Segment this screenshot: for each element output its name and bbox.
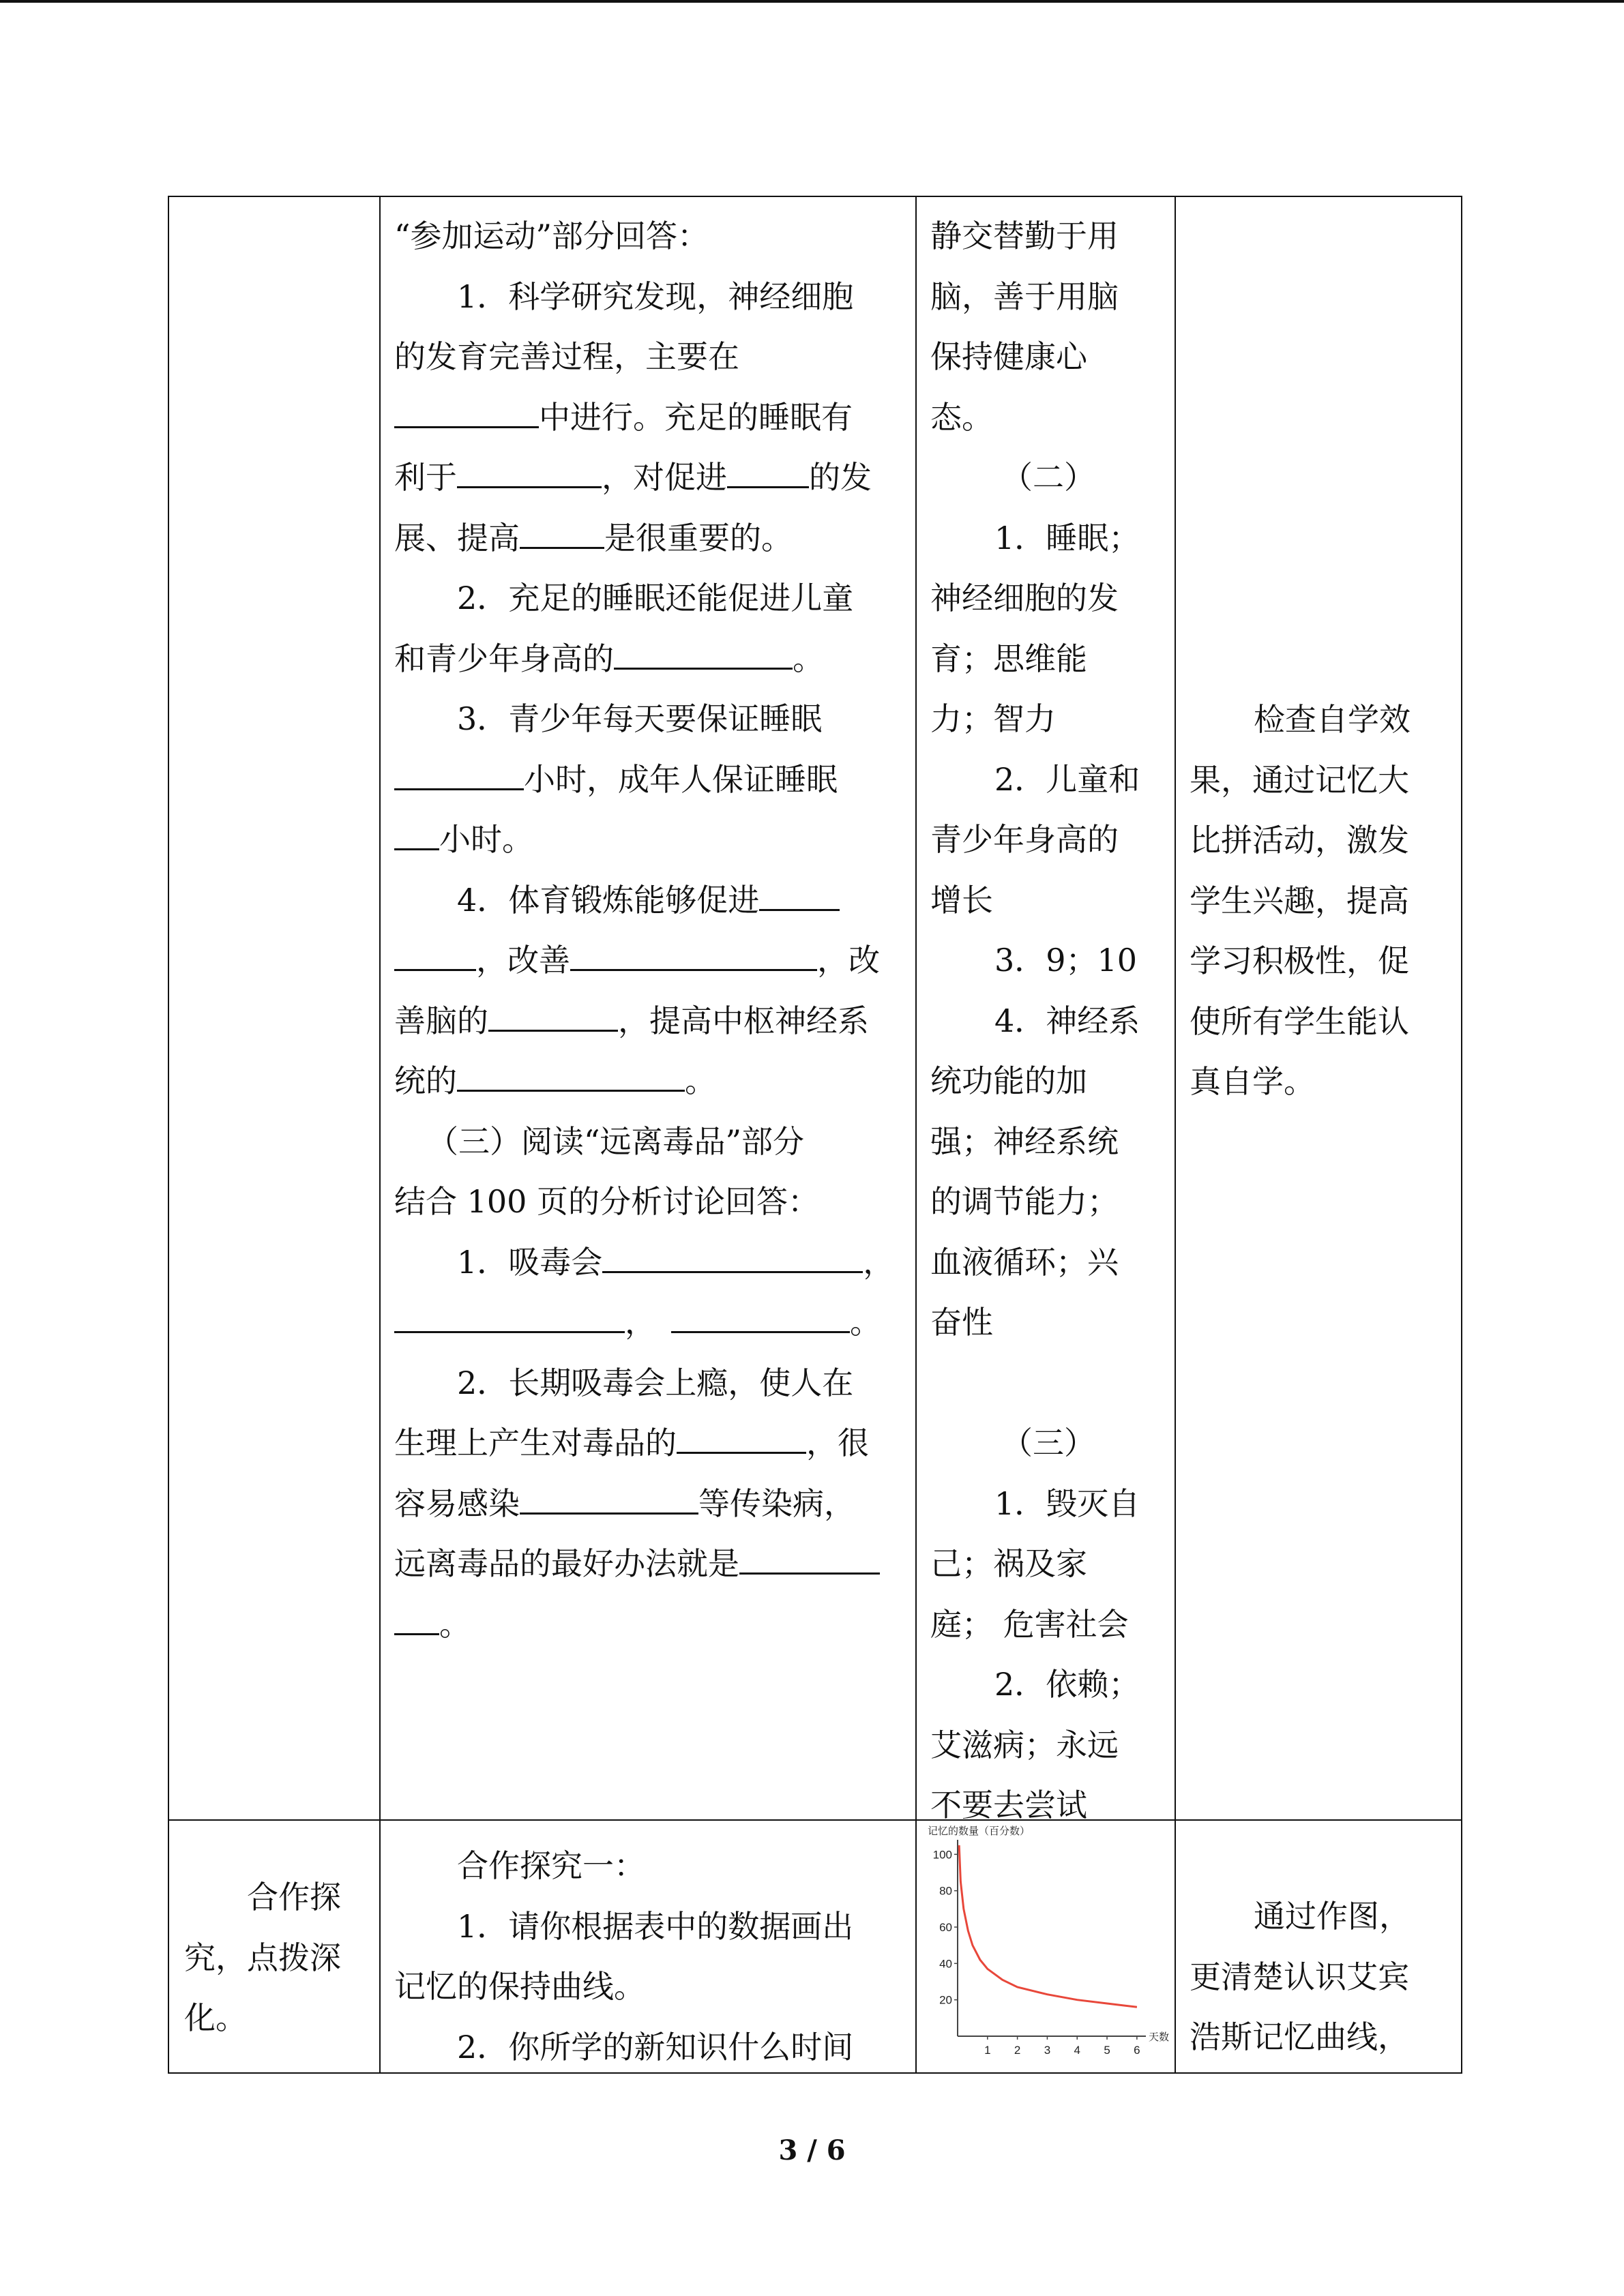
- answer-line: 态。: [930, 398, 993, 436]
- question-text: 的发: [809, 459, 872, 496]
- design-intent-cell: [1175, 196, 1462, 1820]
- drug-question-1: [394, 1232, 903, 1293]
- memory-retention-line: [959, 1845, 1137, 2007]
- question-text: 是很重要的。: [604, 519, 793, 556]
- y-tick-label: 80: [939, 1884, 952, 1898]
- intent-line: 通过作图，: [1254, 1898, 1411, 1935]
- x-tick-label: 3: [1044, 2044, 1051, 2057]
- section-3-heading: （三）阅读“远离毒品”部分: [427, 1122, 805, 1160]
- answer-blank[interactable]: [739, 1541, 880, 1575]
- activity-cell: [380, 196, 916, 1820]
- question-text: 4．体育锻炼能够促进: [457, 881, 760, 919]
- y-axis-label: 记忆的数量（百分数）: [928, 1825, 1031, 1837]
- question-text: 小时，成年人保证睡眠: [524, 760, 838, 798]
- question-3: 3．青少年每天要保证睡眠: [457, 700, 823, 737]
- question-text: ，: [863, 1243, 895, 1281]
- question-text: 和青少年身高的: [394, 640, 614, 677]
- intent-line: 更清楚认识艾宾: [1190, 1958, 1409, 1995]
- question-text: 。: [439, 1605, 471, 1643]
- question-1-text: 中进行。充足的睡眠有: [539, 398, 853, 436]
- stage-cell: [168, 1820, 380, 2073]
- intent-line: 浩斯记忆曲线，: [1190, 2018, 1409, 2055]
- question-text: 善脑的: [394, 1002, 488, 1039]
- question-4-line4: [394, 1051, 903, 1112]
- question-2: 2．充足的睡眠还能促进儿童: [457, 580, 854, 616]
- table-row: [168, 1820, 1462, 2073]
- question-text: ，改善: [476, 942, 570, 979]
- drug-question-2-line2: [394, 1413, 903, 1474]
- answer-line: 2．儿童和: [994, 760, 1140, 798]
- answer-line: 庭； 危害社会: [930, 1605, 1129, 1643]
- question-1: 1．请你根据表中的数据画出: [457, 1907, 854, 1945]
- question-text: 小时。: [439, 821, 533, 858]
- answer-line: 保持健康心: [930, 338, 1087, 375]
- memory-curve-chart: [917, 1821, 1175, 2072]
- answer-blank[interactable]: [394, 757, 524, 790]
- answer-blank[interactable]: [394, 1300, 625, 1333]
- answer-blank[interactable]: [394, 938, 476, 971]
- question-1-cont: 的发育完善过程，主要在: [394, 338, 739, 375]
- section-heading: “参加运动”部分回答：: [394, 218, 709, 254]
- question-4-line2: [394, 930, 903, 991]
- answer-line: 神经细胞的发: [930, 580, 1119, 616]
- drug-question-2-line4: [394, 1534, 903, 1594]
- answer-line: 3．9；10: [994, 942, 1138, 979]
- question-2-line2: [394, 629, 903, 689]
- question-text: 。: [793, 640, 824, 677]
- answer-line: 青少年身高的: [930, 821, 1119, 858]
- x-tick-label: 6: [1134, 2044, 1140, 2057]
- top-border-line: [0, 0, 1624, 3]
- question-1-line4: [394, 447, 903, 508]
- answer-line: 血液循环；兴: [930, 1243, 1119, 1281]
- x-axis-label: 天数: [1149, 2031, 1170, 2043]
- stage-cell: [168, 196, 380, 1820]
- answer-line: 1．睡眠；: [994, 519, 1140, 556]
- question-3-line3: [394, 809, 903, 870]
- stage-label: 究，点拨深: [184, 1939, 341, 1976]
- question-1-line3: [394, 387, 903, 448]
- intent-line: 比拼活动，激发: [1190, 822, 1409, 859]
- answer-line: 己；祸及家: [930, 1545, 1087, 1582]
- question-text: 展、提高: [394, 519, 520, 556]
- answer-blank[interactable]: [614, 636, 793, 670]
- answer-line: 的调节能力；: [930, 1183, 1119, 1220]
- question-text: 。: [850, 1304, 881, 1341]
- answer-blank[interactable]: [520, 516, 604, 549]
- stage-label: [169, 197, 379, 1819]
- question-1: 1．科学研究发现，神经细胞: [457, 278, 854, 315]
- question-text: ，对促进: [602, 459, 727, 496]
- answer-line: 4．神经系: [994, 1002, 1140, 1039]
- y-tick-label: 20: [939, 1993, 952, 2007]
- question-1-cont: 记忆的保持曲线。: [394, 1968, 645, 2005]
- answer-line: 强；神经系统: [930, 1122, 1119, 1160]
- question-text: ，提高中枢神经系: [618, 1002, 869, 1039]
- answer-line: 2．依赖；: [994, 1666, 1140, 1703]
- activity-cell: [380, 1820, 916, 2073]
- question-text: 。: [685, 1062, 716, 1099]
- question-4-line3: [394, 991, 903, 1052]
- answer-line: 奋性: [930, 1304, 993, 1341]
- intent-line: 真自学。: [1190, 1063, 1315, 1100]
- section-heading: 合作探究一：: [457, 1847, 645, 1884]
- drug-question-2-line5: [394, 1594, 903, 1655]
- answer-line: 增长: [930, 881, 993, 919]
- answer-blank[interactable]: [488, 998, 618, 1032]
- drug-question-2: 2．长期吸毒会上瘾，使人在: [457, 1364, 854, 1401]
- design-intent-cell: [1175, 1820, 1462, 2073]
- intent-line: 学生兴趣，提高: [1190, 882, 1409, 919]
- y-tick-label: 40: [939, 1957, 952, 1971]
- question-text: 容易感染: [394, 1485, 520, 1522]
- intent-line: 检查自学效: [1254, 701, 1411, 738]
- lesson-plan-table: [168, 196, 1462, 2074]
- answer-blank[interactable]: [759, 878, 840, 911]
- table-row: [168, 196, 1462, 1820]
- chart-cell: [916, 1820, 1175, 2073]
- answer-blank[interactable]: [394, 1602, 439, 1635]
- question-1-line5: [394, 508, 903, 569]
- intent-line: 使所有学生能认: [1190, 1002, 1409, 1040]
- answer-section-label: （二）: [1001, 459, 1095, 496]
- answer-line: 统功能的加: [930, 1062, 1087, 1099]
- answer-blank[interactable]: [394, 817, 439, 850]
- intent-line: 学习积极性，促: [1190, 942, 1409, 979]
- answer-line: 育；思维能: [930, 640, 1087, 677]
- question-text: 利于: [394, 459, 457, 496]
- question-text: 统的: [394, 1062, 457, 1099]
- answer-blank[interactable]: [457, 455, 602, 488]
- answer-line: 艾滋病；永远: [930, 1726, 1119, 1763]
- question-text: ，改: [817, 942, 880, 979]
- question-3-line2: [394, 749, 903, 810]
- question-text: 远离毒品的最好办法就是: [394, 1545, 739, 1582]
- memory-curve-svg: [917, 1821, 1175, 2072]
- answer-blank[interactable]: [394, 395, 539, 428]
- question-text: 等传染病，: [698, 1485, 855, 1522]
- answer-blank[interactable]: [727, 455, 809, 488]
- answer-line: 力；智力: [930, 700, 1056, 737]
- section-3-heading-cont: 结合 100 页的分析讨论回答：: [394, 1183, 820, 1220]
- intent-line: 果，通过记忆大: [1190, 761, 1409, 799]
- stage-label: 化。: [184, 1999, 247, 2036]
- question-2: 2．你所学的新知识什么时间: [457, 2028, 854, 2066]
- answer-line: 脑，善于用脑: [930, 278, 1119, 315]
- x-tick-label: 1: [984, 2044, 991, 2057]
- x-tick-label: 2: [1014, 2044, 1021, 2057]
- spacer: [930, 1353, 1165, 1414]
- stage-label: 合作探: [247, 1879, 341, 1915]
- question-4: [394, 870, 903, 931]
- question-text: 1．吸毒会: [457, 1243, 603, 1281]
- page-number: 3 / 6: [778, 2134, 846, 2166]
- answer-line: 不要去尝试: [930, 1787, 1087, 1823]
- drug-question-1-line2: [394, 1292, 903, 1353]
- y-tick-label: 60: [939, 1921, 952, 1934]
- answer-blank[interactable]: [677, 1420, 806, 1454]
- answer-key-cell: [916, 196, 1175, 1823]
- y-tick-label: 100: [932, 1848, 952, 1862]
- x-tick-label: 4: [1074, 2044, 1080, 2057]
- question-text: ，: [625, 1304, 656, 1341]
- answer-blank[interactable]: [457, 1058, 685, 1092]
- question-text: 生理上产生对毒品的: [394, 1425, 677, 1461]
- drug-question-2-line3: [394, 1474, 903, 1534]
- x-tick-label: 5: [1104, 2044, 1110, 2057]
- answer-blank[interactable]: [570, 938, 817, 971]
- answer-blank[interactable]: [520, 1481, 698, 1515]
- answer-blank[interactable]: [671, 1300, 850, 1333]
- answer-line: 静交替勤于用: [930, 218, 1119, 254]
- answer-section-label: （三）: [1001, 1425, 1095, 1461]
- answer-line: 1．毁灭自: [994, 1485, 1140, 1522]
- question-text: ，很: [806, 1425, 869, 1461]
- answer-blank[interactable]: [602, 1240, 863, 1273]
